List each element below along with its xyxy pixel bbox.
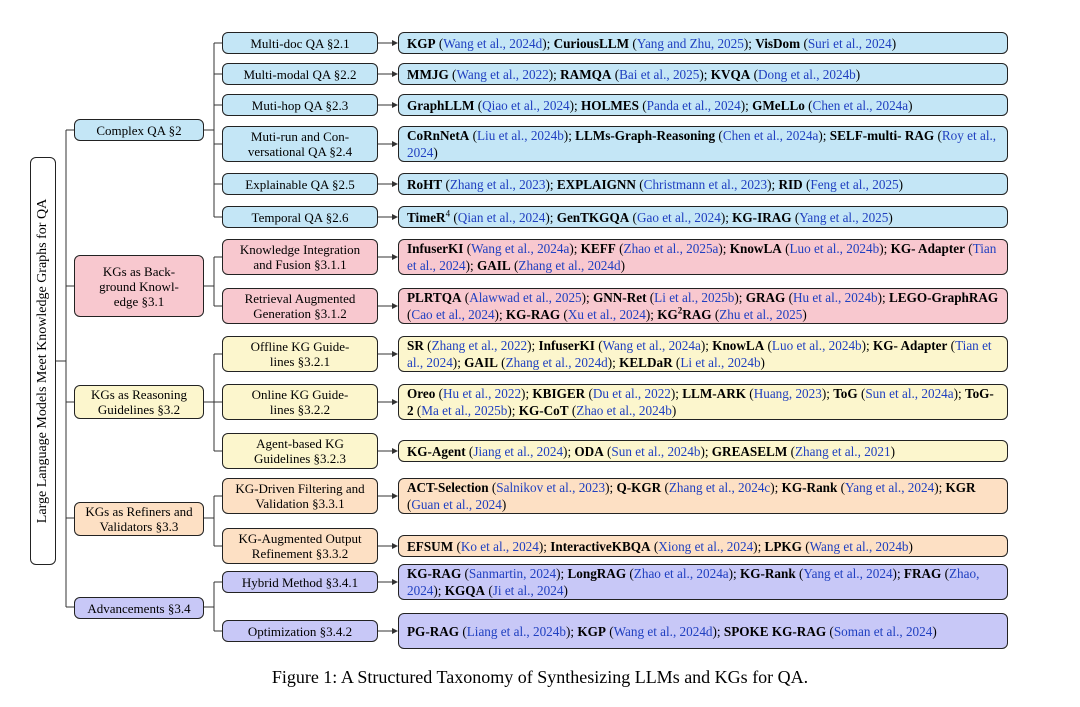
method-name: KG-RAG — [505, 307, 561, 322]
method-name: GMeLLo — [752, 97, 805, 113]
citation: Luo et al., 2024b — [771, 338, 862, 353]
method-name: ODA — [574, 443, 604, 459]
citation: Li et al., 2025b — [654, 290, 735, 305]
sub-agent-kg: Agent-based KG Guidelines §3.2.3 — [222, 433, 378, 469]
citation: Chen et al., 2024a — [812, 97, 909, 113]
method-name: HOLMES — [581, 97, 639, 113]
method-name: KGR — [945, 480, 976, 495]
citation: Zhang et al., 2023 — [449, 176, 546, 192]
sub-multi-hop-qa: Muti-hop QA §2.3 — [222, 94, 378, 116]
method-name: KGP — [407, 35, 436, 51]
citation: Zhang et al., 2024d — [505, 355, 608, 370]
leaf-multi-doc-qa: KGP (Wang et al., 2024d); CuriousLLM (Yang and Zhu, 2025); VisDom (Suri et al., 2024) — [398, 32, 1008, 54]
method-name: KG-Rank — [740, 566, 796, 581]
citation: Zhang et al., 2024d — [518, 258, 621, 273]
citation: Feng et al., 2025 — [810, 176, 899, 192]
citation: Huang, 2023 — [753, 386, 822, 401]
superscript: 2 — [677, 305, 683, 316]
category-complex-qa: Complex QA §2 — [74, 119, 204, 141]
leaf-online-kg: Oreo (Hu et al., 2022); KBIGER (Du et al., 2022); LLM-ARK (Huang, 2023); ToG (Sun et al., 2024a); ToG-2 (Ma et al., 2025b); KG-CoT (Zhao et al., 2024b) — [398, 384, 1008, 420]
citation: Li et al., 2024b — [680, 355, 761, 370]
citation: Zhang et al., 2024c — [668, 480, 771, 495]
method-name: KGQA — [444, 583, 486, 598]
leaf-filtering: ACT-Selection (Salnikov et al., 2023); Q-KGR (Zhang et al., 2024c); KG-Rank (Yang et al., 2024); KGR (Guan et al., 2024) — [398, 478, 1008, 514]
method-name: KEFF — [580, 241, 616, 256]
leaf-output-refinement: EFSUM (Ko et al., 2024); InteractiveKBQA (Xiong et al., 2024); LPKG (Wang et al., 2024b) — [398, 535, 1008, 557]
citation: Wang et al., 2024a — [602, 338, 701, 353]
leaf-explainable-qa: RoHT (Zhang et al., 2023); EXPLAIGNN (Christmann et al., 2023); RID (Feng et al., 2025) — [398, 173, 1008, 195]
method-name: GAIL — [476, 258, 511, 273]
method-name: TimeR — [407, 209, 446, 225]
sub-offline-kg: Offline KG Guide- lines §3.2.1 — [222, 336, 378, 372]
citation: Gao et al., 2024 — [636, 209, 721, 225]
citation: Yang and Zhu, 2025 — [636, 35, 744, 51]
citation: Hu et al., 2024b — [793, 290, 878, 305]
method-name: SR — [407, 338, 424, 353]
method-name: RoHT — [407, 176, 443, 192]
method-name: ACT-Selection — [407, 480, 489, 495]
citation: Wang et al., 2022 — [456, 66, 549, 82]
method-name: GenTKGQA — [556, 209, 630, 225]
citation: Yang et al., 2024 — [845, 480, 935, 495]
leaf-hybrid-method: KG-RAG (Sanmartin, 2024); LongRAG (Zhao et al., 2024a); KG-Rank (Yang et al., 2024); FRAG (Zhao, 2024); KGQA (Ji et al., 2024) — [398, 564, 1008, 600]
sub-hybrid-method: Hybrid Method §3.4.1 — [222, 571, 378, 593]
method-name: GRAG — [745, 290, 786, 305]
sub-temporal-qa: Temporal QA §2.6 — [222, 206, 378, 228]
citation: Ko et al., 2024 — [460, 538, 539, 554]
citation: Sanmartin, 2024 — [468, 566, 557, 581]
method-name: RID — [778, 176, 803, 192]
citation: Du et al., 2022 — [592, 386, 671, 401]
method-name: KBIGER — [532, 386, 586, 401]
leaf-conversational-qa: CoRnNetA (Liu et al., 2024b); LLMs-Graph-Reasoning (Chen et al., 2024a); SELF-multi- RAG (Roy et al., 2024) — [398, 126, 1008, 162]
method-name: KG-Agent — [407, 443, 466, 459]
category-background: KGs as Back- ground Knowl- edge §3.1 — [74, 255, 204, 317]
method-name: KG-RAG — [407, 566, 462, 581]
method-name: GraphLLM — [407, 97, 475, 113]
sub-online-kg: Online KG Guide- lines §3.2.2 — [222, 384, 378, 420]
method-name: KG- Adapter — [890, 241, 965, 256]
citation: Wang et al., 2024b — [809, 538, 909, 554]
method-name: CuriousLLM — [553, 35, 630, 51]
citation: Bai et al., 2025 — [619, 66, 700, 82]
citation: Hu et al., 2022 — [443, 386, 522, 401]
method-name: SPOKE KG-RAG — [723, 623, 827, 639]
method-name: LEGO-GraphRAG — [888, 290, 999, 305]
method-name: SELF-multi- RAG — [829, 128, 935, 143]
root-label: Large Language Models Meet Knowledge Graphs for QA — [35, 198, 50, 524]
citation: Zhu et al., 2025 — [719, 307, 803, 322]
leaf-offline-kg: SR (Zhang et al., 2022); InfuserKI (Wang et al., 2024a); KnowLA (Luo et al., 2024b); KG- Adapter (Tian et al., 2024); GAIL (Zhang et al., 2024d); KELDaR (Li et al., 2024b) — [398, 336, 1008, 372]
citation: Zhao et al., 2025a — [623, 241, 719, 256]
sub-knowledge-integration: Knowledge Integration and Fusion §3.1.1 — [222, 239, 378, 275]
method-name: KG-CoT — [518, 403, 569, 418]
method-name: MMJG — [407, 66, 449, 82]
citation: Sun et al., 2024a — [865, 386, 954, 401]
citation: Wang et al., 2024a — [471, 241, 570, 256]
citation: Luo et al., 2024b — [789, 241, 880, 256]
method-name: GREASELM — [711, 443, 788, 459]
method-name: KVQA — [710, 66, 751, 82]
method-name: PLRTQA — [407, 290, 462, 305]
category-refiners: KGs as Refiners and Validators §3.3 — [74, 502, 204, 536]
citation: Panda et al., 2024 — [646, 97, 741, 113]
leaf-knowledge-integration: InfuserKI (Wang et al., 2024a); KEFF (Zhao et al., 2025a); KnowLA (Luo et al., 2024b); KG- Adapter (Tian et al., 2024); GAIL (Zhang et al., 2024d) — [398, 239, 1008, 275]
method-name: LLMs-Graph-Reasoning — [575, 128, 716, 143]
sub-optimization: Optimization §3.4.2 — [222, 620, 378, 642]
method-name: VisDom — [755, 35, 801, 51]
method-name: ToG — [833, 386, 858, 401]
method-name: InfuserKI — [538, 338, 595, 353]
method-name: KGP — [577, 623, 606, 639]
method-name: EFSUM — [407, 538, 454, 554]
citation: Roy et al., 2024 — [407, 128, 997, 160]
citation: Sun et al., 2024b — [611, 443, 701, 459]
method-name: LongRAG — [567, 566, 627, 581]
citation: Guan et al., 2024 — [411, 497, 502, 512]
citation: Soman et al., 2024 — [833, 623, 933, 639]
category-reasoning: KGs as Reasoning Guidelines §3.2 — [74, 385, 204, 419]
leaf-rag: PLRTQA (Alawwad et al., 2025); GNN-Ret (Li et al., 2025b); GRAG (Hu et al., 2024b); LEGO-GraphRAG (Cao et al., 2024); KG-RAG (Xu et al., 2024); $KG^2RAG$ (Zhu et al., 2025) — [398, 288, 1008, 324]
method-name: KG- Adapter — [873, 338, 948, 353]
leaf-optimization: PG-RAG (Liang et al., 2024b); KGP (Wang et al., 2024d); SPOKE KG-RAG (Soman et al., 2024) — [398, 613, 1008, 649]
sub-rag: Retrieval Augmented Generation §3.1.2 — [222, 288, 378, 324]
citation: Dong et al., 2024b — [757, 66, 856, 82]
sub-conversational-qa: Muti-run and Con- versational QA §2.4 — [222, 126, 378, 162]
method-name: CoRnNetA — [407, 128, 470, 143]
sub-output-refinement: KG-Augmented Output Refinement §3.3.2 — [222, 528, 378, 564]
method-name: FRAG — [903, 566, 942, 581]
method-name: PG-RAG — [407, 623, 460, 639]
method-name: EXPLAIGNN — [556, 176, 636, 192]
method-name: KnowLA — [729, 241, 782, 256]
footnote-mark: 4 — [445, 208, 451, 219]
leaf-multi-modal-qa: MMJG (Wang et al., 2022); RAMQA (Bai et al., 2025); KVQA (Dong et al., 2024b) — [398, 63, 1008, 85]
citation: Tian et al., 2024 — [407, 338, 992, 370]
citation: Yang et al., 2024 — [803, 566, 893, 581]
method-name: KG-Rank — [781, 480, 838, 495]
method-name: KELDaR — [619, 355, 673, 370]
citation: Xiong et al., 2024 — [658, 538, 754, 554]
root-node — [30, 157, 56, 565]
figure-caption: Figure 1: A Structured Taxonomy of Synthesizing LLMs and KGs for QA. — [271, 667, 809, 687]
method-name-kg2rag: $KG^2RAG$ — [657, 305, 712, 322]
leaf-agent-kg: KG-Agent (Jiang et al., 2024); ODA (Sun et al., 2024b); GREASELM (Zhang et al., 2021) — [398, 440, 1008, 462]
citation: Zhao, 2024 — [407, 566, 980, 598]
citation: Qiao et al., 2024 — [482, 97, 570, 113]
citation: Liang et al., 2024b — [466, 623, 566, 639]
citation: Suri et al., 2024 — [807, 35, 892, 51]
citation: Yang et al., 2025 — [799, 209, 889, 225]
leaf-multi-hop-qa: GraphLLM (Qiao et al., 2024); HOLMES (Panda et al., 2024); GMeLLo (Chen et al., 2024a) — [398, 94, 1008, 116]
citation: Cao et al., 2024 — [411, 307, 495, 322]
sub-multi-doc-qa: Multi-doc QA §2.1 — [222, 32, 378, 54]
method-name: GAIL — [464, 355, 498, 370]
citation: Jiang et al., 2024 — [473, 443, 564, 459]
method-name: InteractiveKBQA — [550, 538, 651, 554]
leaf-temporal-qa: TimeR$^4$ (Qian et al., 2024); GenTKGQA (Gao et al., 2024); KG-IRAG (Yang et al., 2025) — [398, 206, 1008, 228]
citation: Christmann et al., 2023 — [643, 176, 768, 192]
citation: Liu et al., 2024b — [476, 128, 564, 143]
citation: Wang et al., 2024d — [613, 623, 713, 639]
sub-explainable-qa: Explainable QA §2.5 — [222, 173, 378, 195]
citation: Qian et al., 2024 — [457, 209, 546, 225]
citation: Ji et al., 2024 — [492, 583, 564, 598]
sub-multi-modal-qa: Multi-modal QA §2.2 — [222, 63, 378, 85]
citation: Zhang et al., 2021 — [794, 443, 891, 459]
method-name: KG-IRAG — [732, 209, 792, 225]
sub-filtering: KG-Driven Filtering and Validation §3.3.1 — [222, 478, 378, 514]
method-name: LLM-ARK — [682, 386, 746, 401]
method-name: RAMQA — [560, 66, 612, 82]
citation: Tian et al., 2024 — [407, 241, 997, 273]
citation: Wang et al., 2024d — [443, 35, 543, 51]
method-name: Oreo — [407, 386, 436, 401]
citation: Zhang et al., 2022 — [431, 338, 528, 353]
method-name: Q-KGR — [616, 480, 662, 495]
method-name: InfuserKI — [407, 241, 464, 256]
citation: Zhao et al., 2024b — [576, 403, 672, 418]
citation: Alawwad et al., 2025 — [469, 290, 582, 305]
citation: Zhao et al., 2024a — [633, 566, 729, 581]
citation: Salnikov et al., 2023 — [496, 480, 606, 495]
citation: Xu et al., 2024 — [567, 307, 646, 322]
category-advancements: Advancements §3.4 — [74, 597, 204, 619]
citation: Chen et al., 2024a — [722, 128, 819, 143]
method-name: KnowLA — [712, 338, 765, 353]
method-name: GNN-Ret — [593, 290, 647, 305]
citation: Ma et al., 2025b — [421, 403, 508, 418]
method-name: ToG-2 — [407, 386, 994, 418]
method-name: LPKG — [764, 538, 802, 554]
